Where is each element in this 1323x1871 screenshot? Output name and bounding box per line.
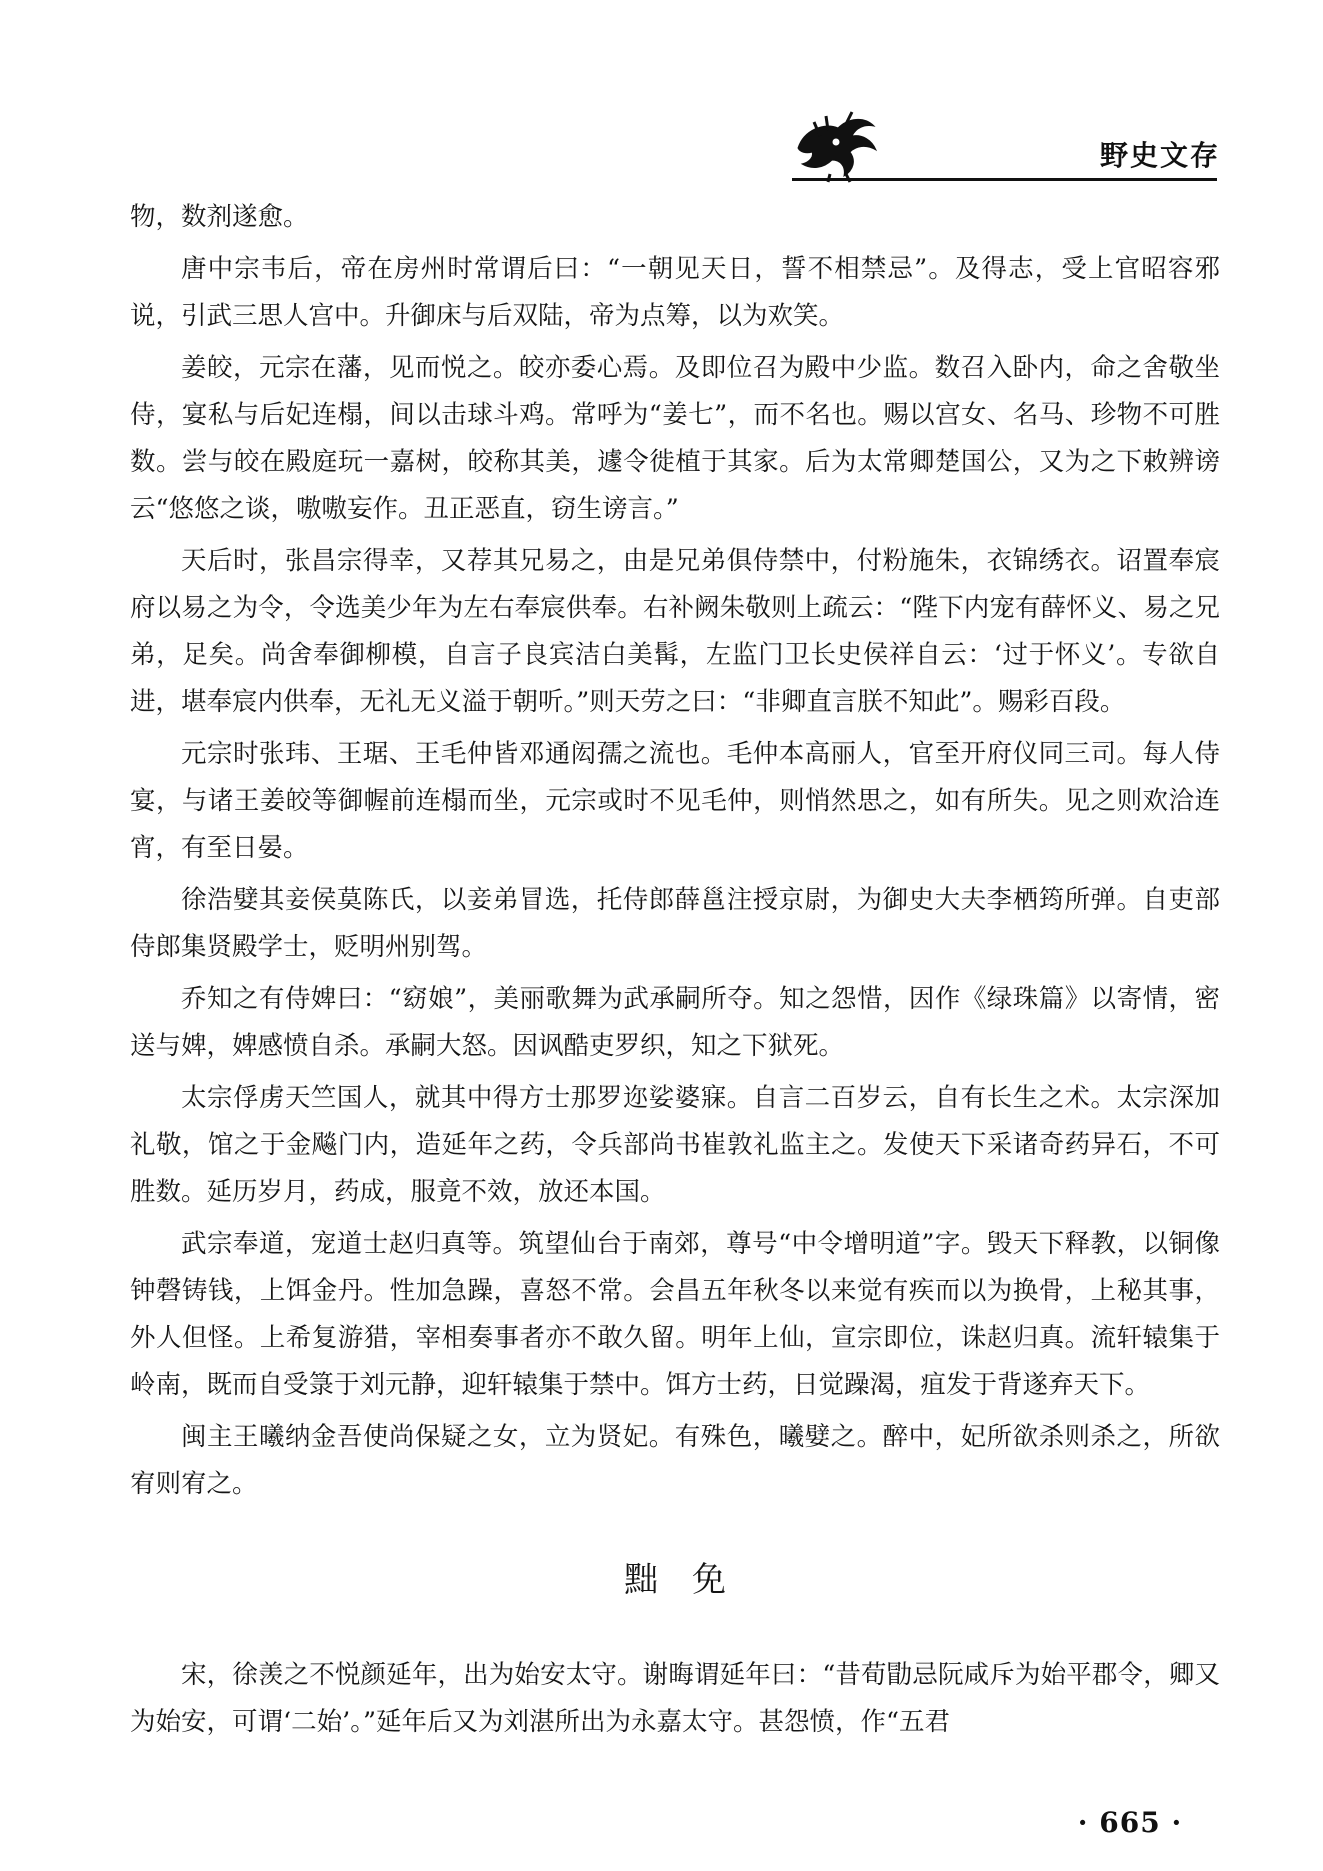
section-title: 黜免: [624, 1560, 760, 1600]
paragraph: 元宗时张玮、王琚、王毛仲皆邓通闳孺之流也。毛仲本高丽人，官至开府仪同三司。每人侍宴，与诸王姜皎等御幄前连榻而坐，元宗或时不见毛仲，则悄然思之，如有所失。见之则欢洽连宵，有至日晏。: [130, 739, 1220, 863]
paragraph: 物，数剂遂愈。: [130, 202, 309, 232]
header-rule: [792, 178, 1217, 181]
paragraph: 宋，徐羡之不悦颜延年，出为始安太守。谢晦谓延年曰：“昔荀勖忌阮咸斥为始平郡令，卿又为始安，可谓‘二始’。”延年后又为刘湛所出为永嘉太守。甚怨愤，作“五君: [130, 1660, 1220, 1737]
running-header-title: 野史文存: [1099, 139, 1220, 172]
body-text: [130, 194, 1220, 1751]
paragraph: 闽主王曦纳金吾使尚保疑之女，立为贤妃。有殊色，曦嬖之。醉中，妃所欲杀则杀之，所欲宥则宥之。: [130, 1422, 1220, 1499]
paragraph: 乔知之有侍婢曰：“窈娘”，美丽歌舞为武承嗣所夺。知之怨惜，因作《绿珠篇》以寄情，密送与婢，婢感愤自杀。承嗣大怒。因讽酷吏罗织，知之下狱死。: [130, 984, 1220, 1061]
dragon-emblem-icon: [790, 108, 890, 183]
paragraph: 武宗奉道，宠道士赵归真等。筑望仙台于南郊，尊号“中令增明道”字。毁天下释教，以铜像钟磬铸钱，上饵金丹。性加急躁，喜怒不常。会昌五年秋冬以来觉有疾而以为换骨，上秘其事，外人但怪。上希复游猎，宰相奏事者亦不敢久留。明年上仙，宣宗即位，诛赵归真。流轩辕集于岭南，既而自受箓于刘元静，迎轩辕集于禁中。饵方士药，日觉躁渴，疽发于背遂弃天下。: [130, 1229, 1220, 1400]
paragraph: 太宗俘虏天竺国人，就其中得方士那罗迩娑婆寐。自言二百岁云，自有长生之术。太宗深加礼敬，馆之于金飚门内，造延年之药，令兵部尚书崔敦礼监主之。发使天下采诸奇药异石，不可胜数。延历岁月，药成，服竟不效，放还本国。: [130, 1083, 1220, 1207]
paragraph: 徐浩嬖其妾侯莫陈氏，以妾弟冒选，托侍郎薛邕注授京尉，为御史大夫李栖筠所弹。自吏部侍郎集贤殿学士，贬明州别驾。: [130, 885, 1220, 962]
paragraph: 天后时，张昌宗得幸，又荐其兄易之，由是兄弟俱侍禁中，付粉施朱，衣锦绣衣。诏置奉宸府以易之为令，令选美少年为左右奉宸供奉。右补阙朱敬则上疏云：“陛下内宠有薛怀义、易之兄弟，足矣。尚舍奉御柳模，自言子良宾洁白美髯，左监门卫长史侯祥自云：‘过于怀义’。专欲自进，堪奉宸内供奉，无礼无义溢于朝听。”则天劳之曰：“非卿直言朕不知此”。赐彩百段。: [130, 546, 1220, 717]
paragraph: 姜皎，元宗在藩，见而悦之。皎亦委心焉。及即位召为殿中少监。数召入卧内，命之舍敬坐侍，宴私与后妃连榻，间以击球斗鸡。常呼为“姜七”，而不名也。赐以宫女、名马、珍物不可胜数。尝与皎在殿庭玩一嘉树，皎称其美，遽令徙植于其家。后为太常卿楚国公，又为之下敕辨谤云“悠悠之谈，嗷嗷妄作。丑正恶直，窃生谤言。”: [130, 353, 1220, 524]
page-number: · 665 ·: [1077, 1806, 1183, 1839]
paragraph: 唐中宗韦后，帝在房州时常谓后曰：“一朝见天日，誓不相禁忌”。及得志，受上官昭容邪说，引武三思人宫中。升御床与后双陆，帝为点筹，以为欢笑。: [130, 254, 1220, 331]
